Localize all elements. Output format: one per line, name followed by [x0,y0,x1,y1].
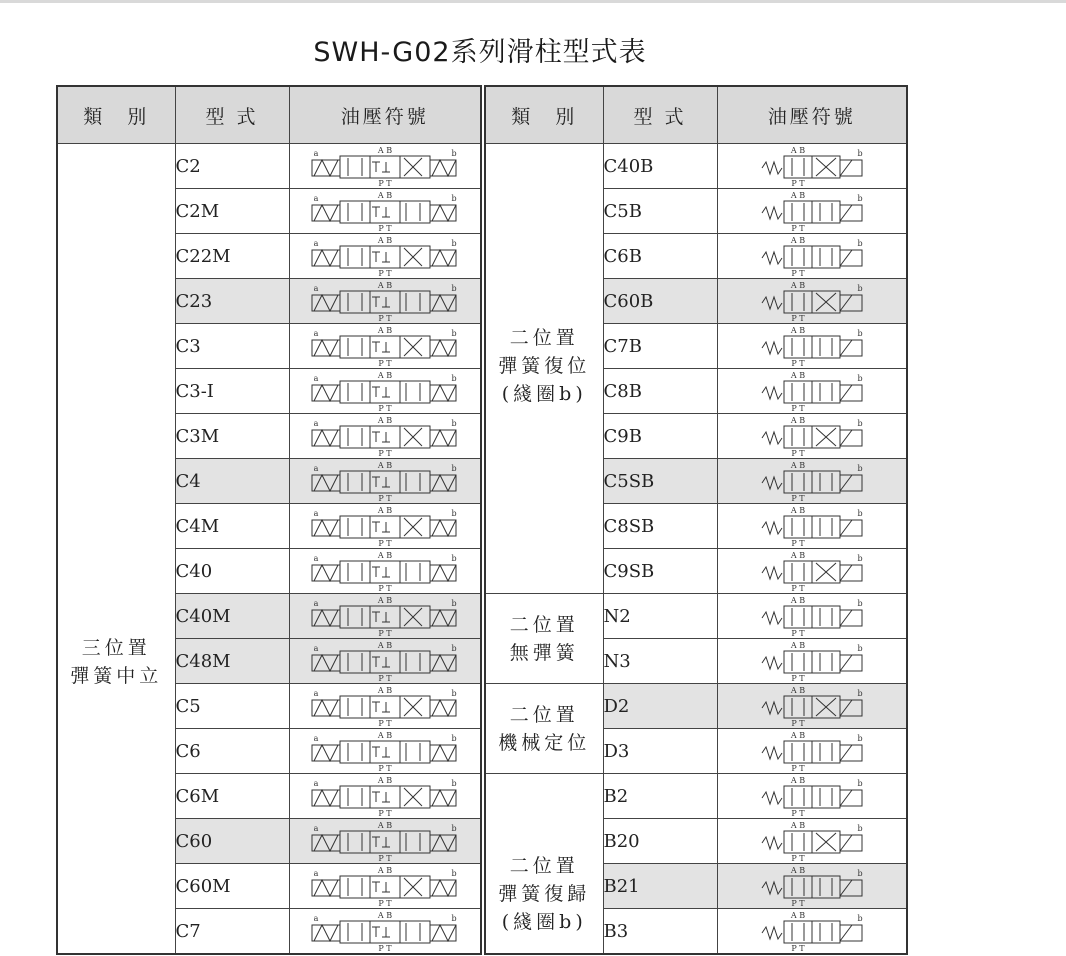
model-cell: C40B [603,144,717,189]
port-label-pt: P T [378,404,392,413]
symbol-cell [289,639,481,684]
symbol-cell [289,234,481,279]
port-label-ab: A B [377,731,392,740]
port-label-pt: P T [791,674,805,683]
solenoid-label-b: b [451,239,457,248]
valve-symbol-icon [760,191,864,231]
port-label-pt: P T [378,449,392,458]
port-label-ab: A B [790,866,805,875]
model-cell: B20 [603,819,717,864]
solenoid-label-b: b [857,239,863,248]
valve-symbol-icon [760,686,864,726]
page-title: SWH-G02系列滑柱型式表 [313,37,647,68]
solenoid-label-b: b [451,464,457,473]
port-label-ab: A B [377,146,392,155]
port-label-pt: P T [378,269,392,278]
symbol-cell [289,369,481,414]
valve-symbol-icon [760,821,864,861]
solenoid-label-b: b [451,509,457,518]
solenoid-label-a: a [313,284,319,293]
valve-symbol-icon [312,461,458,501]
valve-symbol-icon [760,911,864,951]
model-cell: C48M [175,639,289,684]
port-label-ab: A B [790,236,805,245]
port-label-pt: P T [791,314,805,323]
port-label-pt: P T [378,539,392,548]
model-cell: D2 [603,684,717,729]
symbol-cell [717,819,907,864]
symbol-cell [289,729,481,774]
model-cell: C6 [175,729,289,774]
port-label-ab: A B [377,911,392,920]
symbol-cell [717,234,907,279]
symbol-cell [289,459,481,504]
port-label-pt: P T [378,719,392,728]
model-cell: C8SB [603,504,717,549]
model-cell: C7 [175,909,289,955]
valve-symbol-icon [760,371,864,411]
solenoid-label-a: a [313,149,319,158]
model-cell: B2 [603,774,717,819]
solenoid-label-b: b [857,374,863,383]
symbol-cell [717,909,907,955]
valve-symbol-icon [312,371,458,411]
solenoid-label-b: b [857,779,863,788]
port-label-pt: P T [791,449,805,458]
solenoid-label-b: b [857,329,863,338]
port-label-pt: P T [791,719,805,728]
solenoid-label-b: b [857,869,863,878]
symbol-cell [717,414,907,459]
valve-symbol-icon [312,506,458,546]
solenoid-label-a: a [313,554,319,563]
port-label-ab: A B [790,551,805,560]
port-label-pt: P T [791,224,805,233]
valve-symbol-icon [760,416,864,456]
solenoid-label-b: b [451,149,457,158]
solenoid-label-b: b [857,284,863,293]
symbol-cell [289,189,481,234]
solenoid-label-a: a [313,239,319,248]
symbol-cell [717,549,907,594]
category-cell [485,684,603,774]
symbol-cell [717,144,907,189]
solenoid-label-b: b [451,284,457,293]
symbol-cell [717,369,907,414]
category-cell [485,144,603,594]
port-label-pt: P T [378,179,392,188]
header-model: 型 式 [175,86,289,144]
valve-symbol-icon [312,326,458,366]
table-header-row [485,86,907,144]
port-label-ab: A B [790,641,805,650]
port-label-ab: A B [790,731,805,740]
solenoid-label-b: b [451,329,457,338]
category-line: 三位置 [81,637,151,659]
valve-symbol-icon [312,821,458,861]
model-cell: C40M [175,594,289,639]
port-label-ab: A B [790,191,805,200]
header-model: 型 式 [603,86,717,144]
port-label-ab: A B [377,371,392,380]
model-cell: C40 [175,549,289,594]
model-cell: D3 [603,729,717,774]
valve-symbol-icon [760,281,864,321]
valve-symbol-icon [312,641,458,681]
solenoid-label-b: b [857,824,863,833]
port-label-pt: P T [791,539,805,548]
model-cell: C6B [603,234,717,279]
model-cell: C23 [175,279,289,324]
solenoid-label-b: b [451,914,457,923]
solenoid-label-a: a [313,824,319,833]
model-cell: B21 [603,864,717,909]
port-label-pt: P T [791,359,805,368]
valve-symbol-icon [312,911,458,951]
port-label-pt: P T [791,809,805,818]
model-cell: C3 [175,324,289,369]
port-label-ab: A B [377,416,392,425]
category-line: 彈簧復歸 [498,882,591,905]
symbol-cell [289,324,481,369]
solenoid-label-b: b [451,554,457,563]
symbol-cell [289,549,481,594]
solenoid-label-b: b [857,644,863,653]
solenoid-label-b: b [857,464,863,473]
symbol-cell [289,279,481,324]
port-label-ab: A B [377,596,392,605]
spool-table-right [484,85,908,955]
model-cell: C3M [175,414,289,459]
solenoid-label-a: a [313,779,319,788]
symbol-cell [289,144,481,189]
symbol-cell [289,504,481,549]
port-label-pt: P T [378,674,392,683]
solenoid-label-b: b [451,419,457,428]
valve-symbol-icon [312,281,458,321]
table-row [57,144,481,189]
valve-symbol-icon [760,506,864,546]
solenoid-label-b: b [451,734,457,743]
solenoid-label-b: b [451,779,457,788]
model-cell: C5B [603,189,717,234]
table-row [485,684,907,729]
symbol-cell [717,324,907,369]
port-label-ab: A B [790,371,805,380]
model-cell: C8B [603,369,717,414]
port-label-ab: A B [790,146,805,155]
port-label-pt: P T [791,854,805,863]
port-label-pt: P T [791,899,805,908]
port-label-pt: P T [378,359,392,368]
valve-symbol-icon [312,596,458,636]
solenoid-label-a: a [313,914,319,923]
port-label-pt: P T [378,809,392,818]
port-label-ab: A B [377,551,392,560]
symbol-cell [289,774,481,819]
valve-symbol-icon [760,731,864,771]
port-label-pt: P T [378,629,392,638]
port-label-pt: P T [378,584,392,593]
category-line: 二位置 [509,703,579,726]
port-label-pt: P T [378,224,392,233]
port-label-ab: A B [790,461,805,470]
port-label-ab: A B [377,776,392,785]
valve-symbol-icon [760,551,864,591]
valve-symbol-icon [760,776,864,816]
valve-symbol-icon [760,461,864,501]
category-line: 彈簧中立 [70,665,163,687]
port-label-ab: A B [377,461,392,470]
category-line: 彈簧復位 [498,355,591,377]
solenoid-label-b: b [857,689,863,698]
valve-symbol-icon [760,866,864,906]
header-category: 類 別 [485,86,603,144]
model-cell: C60M [175,864,289,909]
solenoid-label-a: a [313,734,319,743]
port-label-pt: P T [378,944,392,953]
model-cell: C4M [175,504,289,549]
category-line: (綫圈b) [501,910,587,933]
valve-symbol-icon [760,326,864,366]
model-cell: C2M [175,189,289,234]
port-label-pt: P T [791,179,805,188]
category-cell [485,774,603,955]
symbol-cell [717,774,907,819]
port-label-ab: A B [377,191,392,200]
solenoid-label-b: b [857,509,863,518]
port-label-ab: A B [790,326,805,335]
model-cell: C3-I [175,369,289,414]
symbol-cell [289,414,481,459]
port-label-pt: P T [378,314,392,323]
solenoid-label-b: b [857,914,863,923]
valve-symbol-icon [312,686,458,726]
solenoid-label-a: a [313,869,319,878]
valve-symbol-icon [312,866,458,906]
solenoid-label-a: a [313,329,319,338]
solenoid-label-a: a [313,194,319,203]
model-cell: C7B [603,324,717,369]
port-label-ab: A B [790,281,805,290]
solenoid-label-b: b [451,644,457,653]
port-label-ab: A B [790,911,805,920]
port-label-ab: A B [790,821,805,830]
solenoid-label-b: b [451,374,457,383]
valve-symbol-icon [760,596,864,636]
model-cell: C22M [175,234,289,279]
symbol-cell [717,459,907,504]
valve-symbol-icon [760,146,864,186]
solenoid-label-a: a [313,509,319,518]
model-cell: C5SB [603,459,717,504]
port-label-ab: A B [790,506,805,515]
valve-symbol-icon [312,731,458,771]
model-cell: C5 [175,684,289,729]
symbol-cell [289,684,481,729]
port-label-pt: P T [791,764,805,773]
solenoid-label-b: b [451,599,457,608]
port-label-ab: A B [377,686,392,695]
category-line: 無彈簧 [509,641,579,664]
category-line: 二位置 [509,327,579,349]
category-line: 機械定位 [498,731,591,754]
solenoid-label-b: b [857,419,863,428]
model-cell: B3 [603,909,717,955]
solenoid-label-b: b [451,824,457,833]
solenoid-label-a: a [313,419,319,428]
solenoid-label-b: b [451,689,457,698]
model-cell: C6M [175,774,289,819]
model-cell: N2 [603,594,717,639]
table-header-row [57,86,481,144]
solenoid-label-b: b [857,599,863,608]
port-label-pt: P T [378,764,392,773]
symbol-cell [717,864,907,909]
symbol-cell [717,729,907,774]
valve-symbol-icon [312,236,458,276]
model-cell: C60 [175,819,289,864]
valve-symbol-icon [760,236,864,276]
symbol-cell [289,864,481,909]
model-cell: C9SB [603,549,717,594]
port-label-ab: A B [377,866,392,875]
valve-symbol-icon [312,776,458,816]
port-label-ab: A B [377,236,392,245]
valve-symbol-icon [312,146,458,186]
solenoid-label-b: b [857,194,863,203]
solenoid-label-a: a [313,464,319,473]
port-label-ab: A B [790,596,805,605]
symbol-cell [717,684,907,729]
category-line: (綫圈b) [501,383,587,405]
port-label-ab: A B [790,776,805,785]
header-symbol: 油壓符號 [717,86,907,144]
category-line: 二位置 [509,854,579,877]
symbol-cell [289,594,481,639]
category-cell [485,594,603,684]
port-label-pt: P T [791,404,805,413]
valve-symbol-icon [312,416,458,456]
category-cell [57,144,175,955]
model-cell: N3 [603,639,717,684]
port-label-pt: P T [378,899,392,908]
symbol-cell [717,594,907,639]
header-symbol: 油壓符號 [289,86,481,144]
solenoid-label-a: a [313,599,319,608]
model-cell: C60B [603,279,717,324]
header-category: 類 別 [57,86,175,144]
symbol-cell [289,819,481,864]
port-label-pt: P T [791,584,805,593]
symbol-cell [717,189,907,234]
valve-symbol-icon [312,191,458,231]
solenoid-label-a: a [313,374,319,383]
port-label-ab: A B [377,326,392,335]
symbol-cell [289,909,481,955]
category-line: 二位置 [509,613,579,636]
solenoid-label-a: a [313,644,319,653]
table-row [485,774,907,819]
valve-symbol-icon [760,641,864,681]
port-label-ab: A B [377,821,392,830]
port-label-pt: P T [791,269,805,278]
port-label-ab: A B [790,686,805,695]
model-cell: C4 [175,459,289,504]
port-label-ab: A B [377,506,392,515]
table-row [485,594,907,639]
port-label-ab: A B [377,641,392,650]
port-label-ab: A B [377,281,392,290]
port-label-pt: P T [378,854,392,863]
port-label-pt: P T [791,944,805,953]
model-cell: C2 [175,144,289,189]
top-divider [0,0,1066,3]
valve-symbol-icon [312,551,458,591]
port-label-pt: P T [791,629,805,638]
port-label-pt: P T [378,494,392,503]
model-cell: C9B [603,414,717,459]
spool-table-left [56,85,482,955]
symbol-cell [717,504,907,549]
solenoid-label-b: b [451,869,457,878]
solenoid-label-b: b [451,194,457,203]
solenoid-label-b: b [857,554,863,563]
solenoid-label-b: b [857,734,863,743]
solenoid-label-a: a [313,689,319,698]
solenoid-label-b: b [857,149,863,158]
symbol-cell [717,279,907,324]
port-label-pt: P T [791,494,805,503]
symbol-cell [717,639,907,684]
table-row [485,144,907,189]
port-label-ab: A B [790,416,805,425]
